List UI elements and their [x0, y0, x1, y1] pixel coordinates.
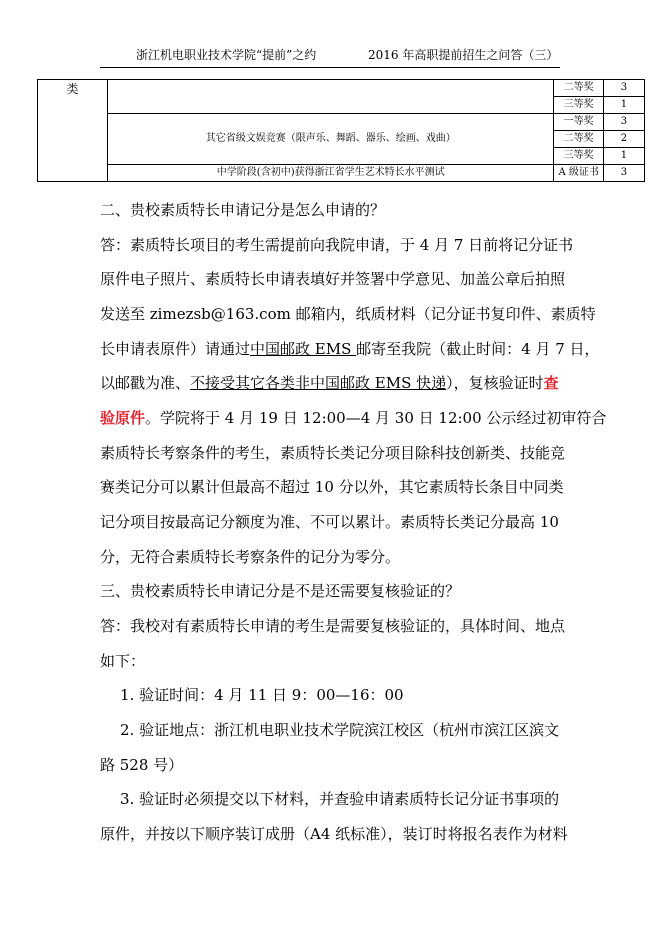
- level-cell: 二等奖: [554, 131, 603, 148]
- paragraph-line: 如下：: [100, 652, 146, 670]
- item-cell: 其它省级文娱竞赛（限声乐、舞蹈、器乐、绘画、戏曲）: [107, 114, 554, 165]
- table-row: [38, 80, 645, 97]
- header-school-title: 浙江机电职业技术学院“提前”之约: [136, 48, 317, 62]
- paragraph-line: 分，无符合素质特长考察条件的记分为零分。: [100, 548, 401, 566]
- text-span: 邮寄至我院（截止时间：4 月 7 日，: [356, 340, 600, 358]
- item-cell: 中学阶段(含初中)获得浙江省学生艺术特长水平测试: [107, 165, 554, 182]
- score-cell: 3: [603, 114, 644, 131]
- level-cell: A 级证书: [554, 165, 603, 182]
- paragraph-line: 原件，并按以下顺序装订成册（A4 纸标准），装订时将报名表作为材料: [100, 825, 568, 843]
- text-span: 以邮戳为准、: [100, 374, 191, 392]
- ems-underline: 中国邮政 EMS: [250, 340, 357, 358]
- paragraph-line: 素质特长考察条件的考生，素质特长类记分项目除科技创新类、技能竞: [100, 444, 566, 462]
- level-cell: 一等奖: [554, 114, 603, 131]
- verify-original-emphasis: 查: [543, 374, 559, 392]
- score-cell: 1: [603, 97, 644, 114]
- no-other-courier-underline: 不接受其它各类非中国邮政 EMS 快递: [190, 374, 447, 392]
- score-cell: 3: [603, 165, 644, 182]
- header-doc-title: 2016 年高职提前招生之问答（三）: [368, 48, 559, 62]
- paragraph-line: 赛类记分可以累计但最高不超过 10 分以外，其它素质特长条目中同类: [100, 478, 564, 496]
- score-cell: 1: [603, 148, 644, 165]
- q2-heading: 二、贵校素质特长申请记分是怎么申请的？: [100, 201, 386, 219]
- paragraph-line: 答：素质特长项目的考生需提前向我院申请，于 4 月 7 日前将记分证书: [100, 236, 574, 254]
- level-cell: 三等奖: [554, 148, 603, 165]
- verify-original-emphasis: 验原件: [100, 409, 146, 427]
- paragraph-line: [100, 406, 606, 430]
- category-cell: 类: [38, 80, 108, 182]
- item-cell: [107, 80, 554, 114]
- table-row: [38, 165, 645, 182]
- paragraph-line: 路 528 号）: [100, 756, 184, 774]
- paragraph-line: [100, 371, 559, 395]
- awards-table: [37, 79, 645, 182]
- paragraph-line: 原件电子照片、素质特长申请表填好并签署中学意见、加盖公章后拍照: [100, 270, 566, 288]
- score-cell: 3: [603, 80, 644, 97]
- level-cell: 三等奖: [554, 97, 603, 114]
- page-header: [100, 46, 560, 68]
- paragraph-line: 答：我校对有素质特长申请的考生是需要复核验证的，具体时间、地点: [100, 617, 566, 635]
- paragraph-line: 发送至 zimezsb@163.com 邮箱内，纸质材料（记分证书复印件、素质特: [100, 305, 596, 323]
- text-span: 。学院将于 4 月 19 日 12:00—4 月 30 日 12:00 公示经过初审符合: [145, 409, 607, 427]
- q3-heading: 三、贵校素质特长申请记分是不是还需要复核验证的？: [100, 582, 461, 600]
- score-cell: 2: [603, 131, 644, 148]
- list-item: 2. 验证地点：浙江机电职业技术学院滨江校区（杭州市滨江区滨文: [120, 721, 560, 739]
- paragraph-line: 记分项目按最高记分额度为准、不可以累计。素质特长类记分最高 10: [100, 513, 559, 531]
- paragraph-line: [100, 337, 600, 361]
- list-item: 1. 验证时间：4 月 11 日 9：00—16：00: [120, 686, 404, 704]
- list-item: 3. 验证时必须提交以下材料，并查验申请素质特长记分证书事项的: [120, 790, 560, 808]
- text-span: 长申请表原件）请通过: [100, 340, 251, 358]
- level-cell: 二等奖: [554, 80, 603, 97]
- text-span: ），复核验证时: [446, 374, 544, 392]
- table-row: [38, 114, 645, 131]
